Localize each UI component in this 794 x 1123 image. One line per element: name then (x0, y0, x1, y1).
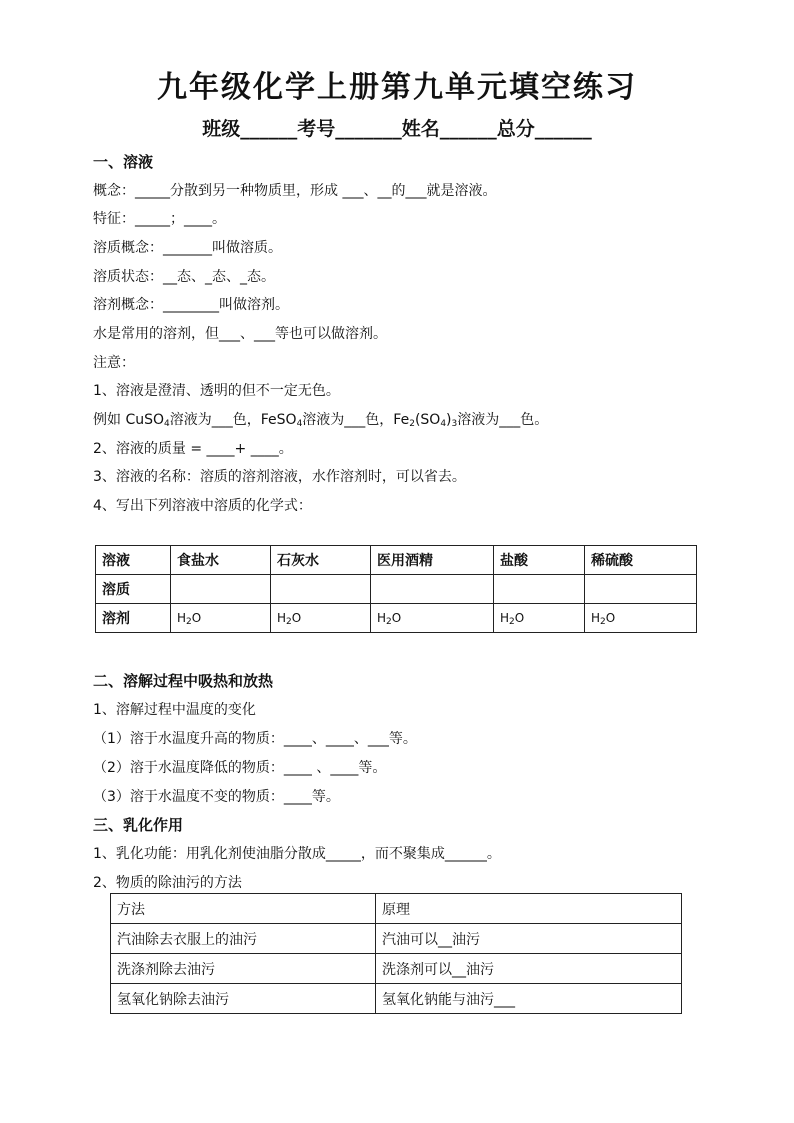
table-cell: 汽油除去衣服上的油污 (111, 924, 376, 954)
answer-cell[interactable] (371, 575, 494, 604)
page-title: 九年级化学上册第九单元填空练习 (157, 70, 637, 105)
answer-cell[interactable] (171, 575, 271, 604)
degreasing-table (110, 893, 682, 1014)
table-cell: 盐酸 (494, 546, 585, 575)
table-row (96, 575, 697, 604)
table-cell: 稀硫酸 (585, 546, 697, 575)
section2-heading: 二、溶解过程中吸热和放热 (93, 672, 274, 690)
water-formula: $H_2O$ (171, 604, 271, 633)
table-cell: 洗涤剂除去油污 (111, 954, 376, 984)
table-cell: 石灰水 (271, 546, 371, 575)
water-solvent-line: 水是常用的溶剂，但___、___等也可以做溶剂。 (93, 326, 387, 342)
answer-cell[interactable] (585, 575, 697, 604)
water-formula: $H_2O$ (271, 604, 371, 633)
section3-heading: 三、乳化作用 (93, 816, 184, 834)
solution-table (95, 545, 697, 633)
note-4: 4、写出下列溶液中溶质的化学式： (93, 498, 312, 514)
section2-line-4: （3）溶于水温度不变的物质：____等。 (93, 789, 340, 805)
table-row (111, 984, 682, 1014)
table-cell: 氢氧化钠除去油污 (111, 984, 376, 1014)
section1-heading: 一、溶液 (93, 153, 154, 171)
table-cell: 汽油可以__油污 (376, 924, 682, 954)
water-formula: $H_2O$ (371, 604, 494, 633)
table-cell: 溶液 (96, 546, 171, 575)
note-1-example: 例如 CuSO$_4$溶液为___色，FeSO$_4$溶液为___色，$Fe_2(SO_4)_3$溶液为___色。 (93, 412, 549, 429)
section2-line-3: （2）溶于水温度降低的物质：____ 、____等。 (93, 760, 387, 776)
feature-line: 特征：_____；____。 (93, 211, 226, 227)
solute-state-line: 溶质状态：__态、_态、_态。 (93, 269, 275, 285)
water-formula: $H_2O$ (585, 604, 697, 633)
table-cell: 溶剂 (96, 604, 171, 633)
section2-line-1: 1、溶解过程中温度的变化 (93, 702, 256, 718)
table-cell: 溶质 (96, 575, 171, 604)
section2-line-2: （1）溶于水温度升高的物质：____、____、___等。 (93, 731, 417, 747)
answer-cell[interactable] (494, 575, 585, 604)
section3-line-1: 1、乳化功能：用乳化剂使油脂分散成_____，而不聚集成______。 (93, 846, 501, 862)
table-cell: 原理 (376, 894, 682, 924)
note-3: 3、溶液的名称：溶质的溶剂溶液，水作溶剂时，可以省去。 (93, 469, 466, 485)
answer-cell[interactable] (271, 575, 371, 604)
table-row (111, 924, 682, 954)
table-cell: 方法 (111, 894, 376, 924)
note-1: 1、溶液是澄清、透明的但不一定无色。 (93, 383, 340, 399)
solvent-concept-line: 溶剂概念：________叫做溶剂。 (93, 297, 289, 313)
note-label: 注意： (93, 355, 135, 371)
table-row (96, 604, 697, 633)
table-cell: 医用酒精 (371, 546, 494, 575)
table-cell: 氢氧化钠能与油污___ (376, 984, 682, 1014)
table-cell: 食盐水 (171, 546, 271, 575)
note-2: 2、溶液的质量 = ____+ ____。 (93, 441, 293, 457)
solute-concept-line: 溶质概念：_______叫做溶质。 (93, 240, 282, 256)
section3-line-2: 2、物质的除油污的方法 (93, 875, 242, 891)
water-formula: $H_2O$ (494, 604, 585, 633)
table-row (111, 954, 682, 984)
table-row (96, 546, 697, 575)
concept-line: 概念：_____分散到另一种物质里，形成 ___、__的___就是溶液。 (93, 183, 497, 199)
student-info-line: 班级______考号_______姓名______总分______ (202, 118, 592, 140)
table-cell: 洗涤剂可以__油污 (376, 954, 682, 984)
table-row (111, 894, 682, 924)
